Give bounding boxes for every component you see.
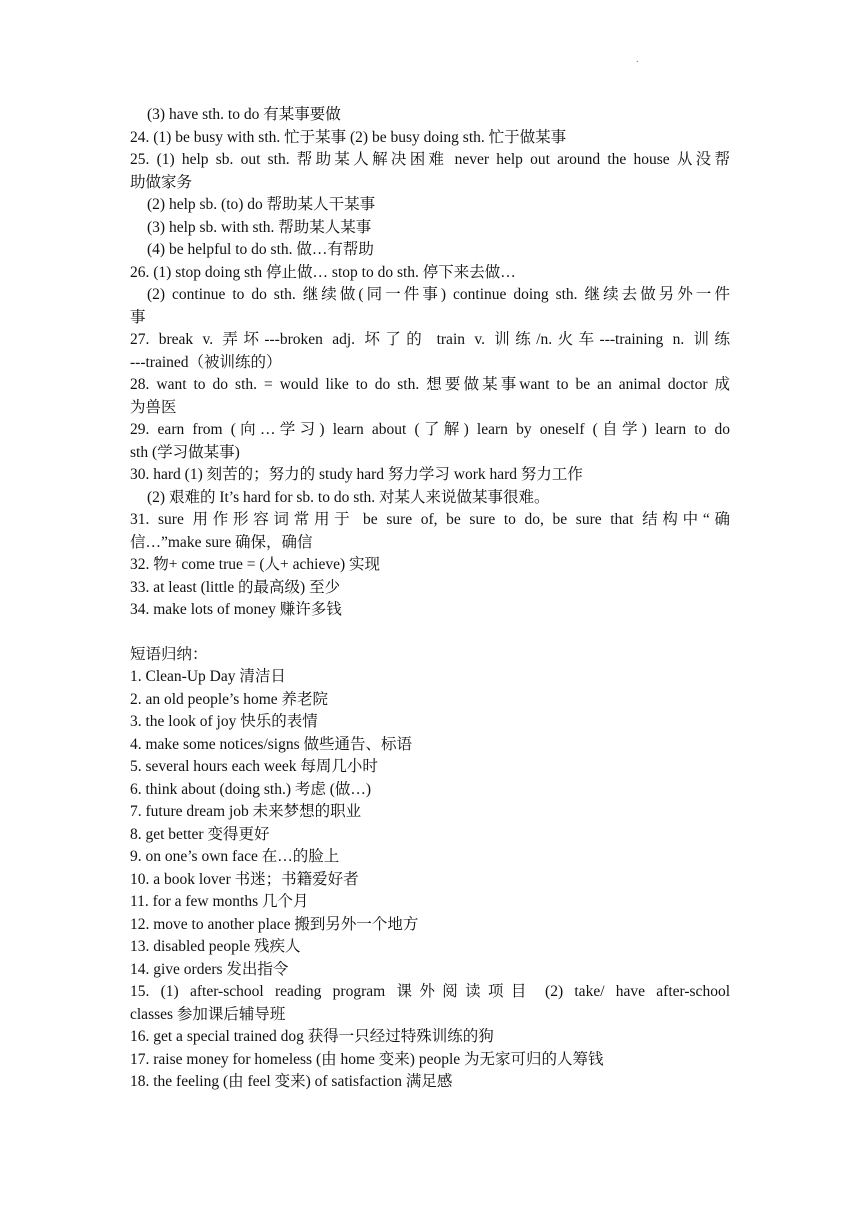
note-line: 29. earn from (向…学习) learn about (了解) learn by oneself (自学) learn to do	[130, 421, 730, 438]
note-line: 助做家务	[130, 173, 193, 191]
notes-content	[130, 104, 730, 1094]
phrase-item: 18. the feeling (由 feel 变来) of satisfaction 满足感	[130, 1073, 453, 1090]
phrase-item: 8. get better 变得更好	[130, 825, 270, 843]
note-line: 信…”make sure 确保，确信	[130, 533, 313, 551]
note-line: 32. 物+ come true = (人+ achieve) 实现	[130, 556, 381, 573]
note-line: sth (学习做某事)	[130, 443, 240, 461]
phrase-item: 10. a book lover 书迷；书籍爱好者	[130, 870, 359, 888]
phrase-item: 13. disabled people 残疾人	[130, 938, 301, 955]
phrase-item: 11. for a few months 几个月	[130, 893, 309, 910]
phrase-item: 16. get a special trained dog 获得一只经过特殊训练的狗	[130, 1028, 494, 1045]
phrases-heading: 短语归纳：	[130, 645, 208, 663]
phrase-item: 5. several hours each week 每周几小时	[130, 758, 378, 775]
note-line: 为兽医	[130, 398, 177, 416]
note-line: (2) continue to do sth. 继续做(同一件事) continue doing sth. 继续去做另外一件	[147, 286, 730, 303]
note-line: ---trained（被训练的）	[130, 353, 282, 371]
phrase-item: 14. give orders 发出指令	[130, 960, 289, 978]
note-line: 34. make lots of money 赚许多钱	[130, 601, 342, 618]
note-line: 28. want to do sth. = would like to do sth. 想要做某事want to be an animal doctor 成	[130, 376, 730, 393]
note-line: 33. at least (little 的最高级) 至少	[130, 578, 341, 596]
page-mark: .	[636, 54, 639, 65]
note-line: (3) help sb. with sth. 帮助某人某事	[147, 218, 372, 236]
phrase-item: 9. on one’s own face 在…的脸上	[130, 848, 340, 865]
note-line: 事	[130, 308, 146, 326]
note-line: (3) have sth. to do 有某事要做	[147, 106, 341, 123]
note-line: 25. (1) help sb. out sth. 帮助某人解决困难 never help out around the house 从没帮	[130, 151, 730, 168]
note-line: 30. hard (1) 刻苦的；努力的 study hard 努力学习 work hard 努力工作	[130, 466, 583, 483]
note-line: 31. sure 用作形容词常用于 be sure of, be sure to do, be sure that 结构中“确	[130, 511, 730, 528]
phrase-item: 15. (1) after-school reading program 课外阅读项目 (2) take/ have after-school	[130, 983, 730, 1000]
phrase-item: 2. an old people’s home 养老院	[130, 690, 329, 708]
note-line: 27. break v. 弄坏---broken adj. 坏了的 train v. 训练/n.火车---training n. 训练	[130, 331, 730, 348]
phrase-item: 1. Clean-Up Day 清洁日	[130, 668, 286, 685]
phrase-item: 7. future dream job 未来梦想的职业	[130, 803, 362, 820]
note-line: 24. (1) be busy with sth. 忙于某事 (2) be busy doing sth. 忙于做某事	[130, 128, 567, 146]
note-line: (2) help sb. (to) do 帮助某人干某事	[147, 196, 376, 213]
section-spacer	[130, 622, 730, 644]
phrase-item: 12. move to another place 搬到另外一个地方	[130, 915, 419, 933]
note-line: 26. (1) stop doing sth 停止做… stop to do sth. 停下来去做…	[130, 263, 516, 281]
phrase-item: 4. make some notices/signs 做些通告、标语	[130, 735, 412, 753]
phrase-item: 3. the look of joy 快乐的表情	[130, 713, 318, 730]
note-line: (2) 艰难的 It’s hard for sb. to do sth. 对某人来说做某事很难。	[147, 488, 550, 506]
phrase-item: classes 参加课后辅导班	[130, 1005, 286, 1023]
phrase-item: 6. think about (doing sth.) 考虑 (做…)	[130, 780, 372, 798]
note-line: (4) be helpful to do sth. 做…有帮助	[147, 241, 374, 258]
phrase-item: 17. raise money for homeless (由 home 变来) people 为无家可归的人筹钱	[130, 1050, 604, 1068]
